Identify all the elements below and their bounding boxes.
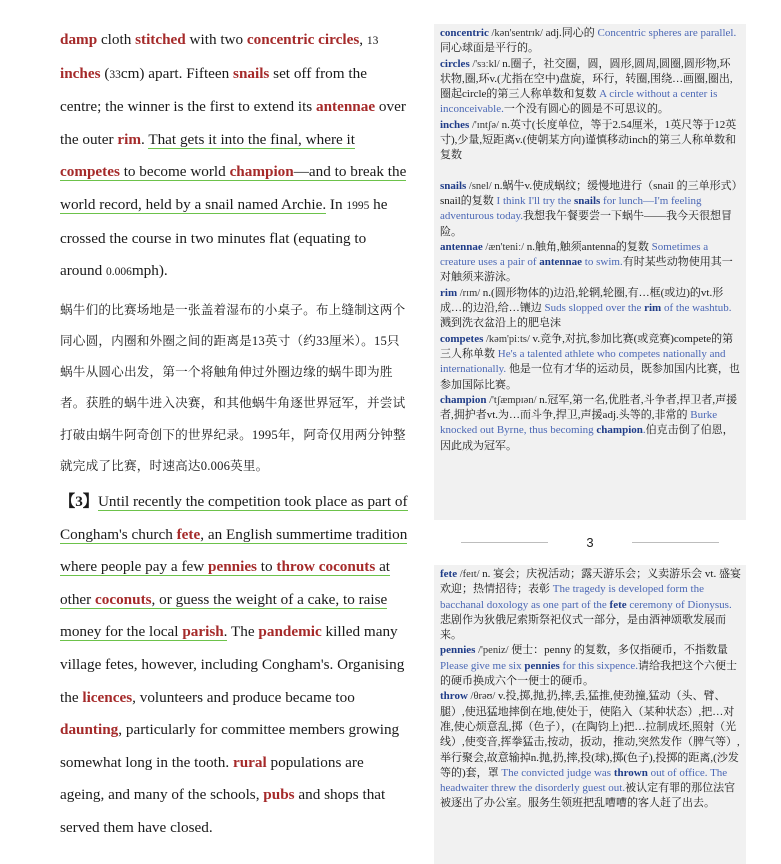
keyword[interactable]: coconuts (318, 558, 376, 576)
page-number: 3 (586, 534, 594, 550)
keyword[interactable]: rim (117, 130, 141, 148)
paragraph-2-english: damp cloth stitched with two concentric circles, 13 inches (33cm) apart. Fifteen snails set off from the centre; the winner is the first to extend its antennae over the outer rim. That gets it into the final, where it competes to become world champion—and to break the world record, held by a snail named Archie. In 1995 he crossed the course in two minutes flat (equating to around 0.006mph). (60, 31, 407, 280)
glossary-box-2 (434, 565, 746, 864)
glossary-entry-pennies: pennies /'peniz/ 便士：penny 的复数，多仅指硬币，不指数量 Please give me six pennies for this sixpence.请给我把这个六便士的硬币换成六个一便士的硬币。 (440, 644, 737, 688)
keyword[interactable]: stitched (135, 31, 186, 48)
keyword[interactable]: coconuts (95, 590, 152, 608)
underlined-sentence: That gets it into the final, where it competes to become world champion—and to break the world record, held by a snail named Archie. (60, 130, 407, 213)
glossary-entry-rim: rim /rɪm/ n.(圆形物体的)边沿,轮辋,轮圈,有…框(或边)的vt.形成…的边沿,给…镶边 Suds slopped over the rim of the washtub.溅到洗衣盆沿上的肥皂沫 (440, 286, 732, 330)
keyword[interactable]: pandemic (258, 623, 322, 641)
keyword[interactable]: rural (232, 753, 267, 771)
paragraph-2-chinese: 蜗牛们的比赛场地是一张盖着湿布的小桌子。布上缝制这两个同心圆，内圈和外圈之间的距离是13英寸（约33厘米）。15只蜗牛从圆心出发，第一个将触角伸过外圈边缘的蜗牛即为胜者。获胜的蜗牛进入决赛，和其他蜗牛角逐世界冠军，并尝试打破由蜗牛阿奇创下的世界纪录。1995年，阿奇仅用两分钟整就完成了比赛，时速高达0.006英里。 (60, 302, 406, 473)
keyword[interactable]: damp (60, 31, 98, 48)
keyword[interactable]: pennies (208, 558, 257, 576)
glossary-entry-concentric: concentric /kən'sentrɪk/ adj.同心的 Concentric spheres are parallel.同心球面是平行的。 (440, 27, 737, 55)
keyword[interactable]: snails (233, 64, 270, 82)
glossary-entry-throw: throw /θrəʊ/ v.投,掷,抛,扔,摔,丢,猛推,使劲撞,猛动（头、臂、腿）,使迅猛地摔倒在地,使处于，使陷入（某种状态）,把…对准,使心烦意乱,掷（色子），(在陶钧上)把…拉制成坯,照射（光线）,使变音,挥拳猛击,按动，扳动，推动,突然发作（脾气等）,举行聚会,故意输掉n.抛,扔,摔,投(球),掷(色子),投掷的距离,(沙发等的)套，罩 The convicted judge was thrown out of office. The headwaiter threw the disorderly guest out.被认定有罪的那位法官被逐出了办公室。服务生领班把乱嘈嘈的客人赶了出去。 (440, 690, 740, 810)
glossary-box-1 (434, 24, 746, 520)
glossary-entry-champion: champion /'tʃæmpɪən/ n.冠军,第一名,优胜者,斗争者,捍卫者,声援者,拥护者vt.为…而斗争,捍卫,声援adj.头等的,非常的 Burke knocked out Byrne, thus becoming champion.伯克击倒了伯恩，因此成为冠军。 (440, 393, 738, 452)
divider (461, 542, 548, 543)
keyword[interactable]: competes (60, 163, 120, 181)
keyword[interactable]: pubs (263, 786, 295, 804)
article-column (60, 24, 410, 845)
paragraph-3-english: 【3】Until recently the competition took place as part of Congham's church fete, an English summertime tradition where people pay a few pennies to throw coconuts at other coconuts, or guess the weight of a cake, to raise money for the local parish. The pandemic killed many village fetes, however, including Congham's. Organising the licences, volunteers and produce became too daunting, particularly for committee members growing somewhat long in the tooth. rural populations are ageing, and many of the schools, pubs and shops that served them have closed. (60, 492, 408, 836)
glossary-entry-snails: snails /snel/ n.蜗牛v.使成蜗纹；缓慢地进行（snail 的三单形式）snail的复数 I think I'll try the snails for lunch—I'm feeling adventurous today.我想我午餐要尝一下蜗牛——我今天很想冒险。 (440, 179, 738, 238)
glossary-entry-competes: competes /kəm'piːts/ v.竞争,对抗,参加比赛(或竞赛)compete的第三人称单数 He's a talented athlete who competes nationally and internationally. 他是一位有才华的运动员，既参加国内比赛，也参加国际比赛。 (440, 332, 740, 391)
glossary-entry-inches: inches /'ɪntʃə/ n.英寸(长度单位，等于2.54厘米，1英尺等于12英寸),少量,短距离v.(使朝某方向)谨慎移动inch的第三人称单数和复数 (440, 118, 737, 162)
keyword[interactable]: throw (276, 558, 315, 576)
keyword[interactable]: daunting (60, 721, 119, 739)
glossary-entry-antennae: antennae /æn'teniː/ n.触角,触须antenna的复数 Sometimes a creature uses a pair of antennae to swim.有时某些动物使用其一对触须来游泳。 (440, 240, 733, 284)
underlined-sentence: Until recently the competition took place as part of Congham's church fete, an English summertime tradition where people pay a few pennies to throw coconuts at other coconuts, or guess the weight of a cake, to raise money for the local parish. (60, 492, 408, 641)
keyword[interactable]: inches (60, 64, 101, 82)
glossary-entry-fete: fete /feɪt/ n. 宴会；庆祝活动；露天游乐会；义卖游乐会 vt. 盛宴欢迎；热情招待；表彰 The tragedy is developed form the bacchanal doxology as one part of the fete ceremony of Dionysus.悲剧作为狄俄尼索斯祭祀仪式一部分，是由酒神颂歌发展而来。 (440, 568, 741, 642)
keyword[interactable]: licences (82, 688, 133, 706)
paragraph-number: 【3】 (60, 492, 98, 510)
keyword[interactable]: antennae (316, 98, 376, 116)
page-number-separator (461, 534, 719, 550)
divider (632, 542, 719, 543)
glossary-entry-circles: circles /'sɜːkl/ n.圈子，社交圈，圆，圆形,圆周,圆圈,圆形物,环状物,圈,环v.(尤指在空中)盘旋，环行，转圈,围绕…画圈,圈出,圈起circle的第三人称单数和复数 A circle without a center is inconceivable.一个没有圆心的圆是不可思议的。 (440, 57, 733, 116)
keyword[interactable]: champion (229, 163, 294, 181)
keyword[interactable]: parish (182, 623, 224, 641)
keyword[interactable]: concentric circles (246, 31, 360, 48)
keyword[interactable]: fete (176, 525, 201, 543)
